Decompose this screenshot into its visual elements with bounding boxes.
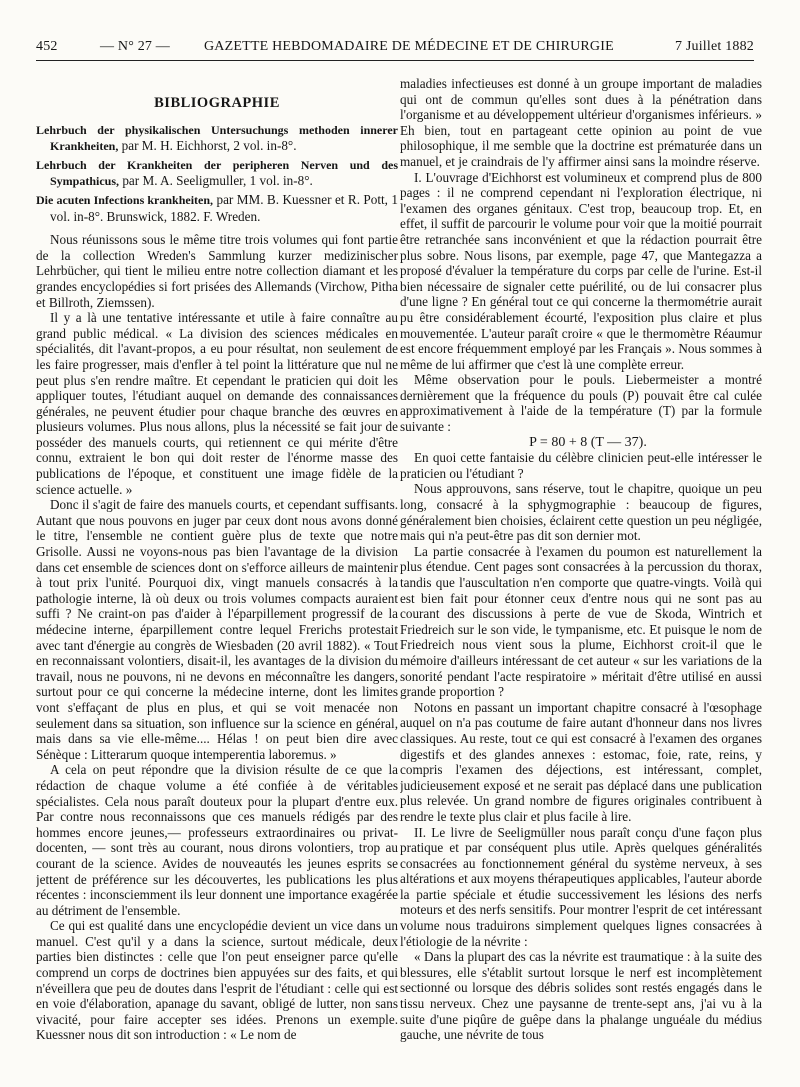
page-number: 452: [36, 39, 58, 54]
left-column: [36, 76, 398, 1080]
book-title: Lehrbuch der Krankheiten der peripheren Nerven und des Sympathicus,: [36, 157, 398, 189]
paragraph: Ce qui est qualité dans une encyclopédie devient un vice dans un manuel. C'est qu'il y a dans la science, surtout médicale, deux parties bien distinctes : celle que l'on peut enseigner parce qu'elle comprend un corps de doctrines bien appuyées sur des faits, et qui n'éveillera que peu de doutes dans l'esprit de l'étudiant : celle qui est en voie d'élaboration, apanage du savant, obligé de lutter, non sans vivacité, pour faire accepter ses idées. Prenons un exemple. Kuessner nous dit son introduction : « Le nom de: [36, 918, 398, 1043]
bibliography-entry: [36, 157, 398, 190]
paragraph: maladies infectieuses est donné à un groupe important de maladies qui ont de commun qu'elles sont dues à la pénétration dans l'organisme et au développement ultérieur d'organismes inférieurs. » Eh bien, tout en partageant cette opinion au point de vue philosophique, il me semble que la doctrine est prématurée dans un manuel, et je craindrais de l'y affirmer ainsi sans la moindre réserve.: [400, 76, 762, 169]
header-rule: [36, 60, 754, 61]
issue-number: — N° 27 —: [100, 39, 171, 54]
book-details: par MM. B. Kuessner et R. Pott, 1 vol. in-8°. Brunswick, 1882. F. Wreden.: [50, 191, 398, 224]
paragraph: Même observation pour le pouls. Liebermeister a montré dernièrement que la fréquence du pouls (P) pouvait être cal culée approximativement à l'aide de la température (T) par la formule suivante :: [400, 372, 762, 435]
paragraph: Donc il s'agit de faire des manuels courts, et cependant suffisants. Autant que nous pouvons en juger par ceux dont nous avons donné le titre, l'ensemble ne contient guère plus de texte que notre Grisolle. Aussi ne voyons-nous pas bien l'avantage de la division dans cet ensemble de sciences dont on s'efforce ailleurs de maintenir à tout prix l'unité. Pourquoi dix, vingt manuels consacrés à la pathologie interne, là où deux ou trois volumes compacts auraient suffi ? Ne craint-on pas d'aider à l'éparpillement progressif de la médecine interne, éparpillement contre lequel Frerichs protestait avec tant d'énergie au congrès de Wiesbaden (20 avril 1882). « Tout en reconnaissant volontiers, disait-il, les avantages de la division du travail, nous ne pouvons, ni ne devons en méconnaître les dangers, surtout pour ce qui concerne la médecine interne, dont les limites vont s'effaçant de plus en plus, et qui se voit menacée non seulement dans sa situation, son influence sur la science en général, mais dans sa vie elle-même.... Hélas ! on peut bien dire avec Sénèque : Litterarum quoque intemperentia laboremus. »: [36, 497, 398, 762]
paragraph: Il y a là une tentative intéressante et utile à faire connaître au grand public médical. « La division des sciences médicales en spécialités, dit l'avant-propos, a eu pour résultat, non seulement de les faire progresser, mais d'enfler à tel point la littérature que nul ne peut plus s'en rendre maître. Et cependant le praticien qui doit les appliquer toutes, l'étudiant auquel on demande des connaissances générales, ne peuvent étudier pour chaque branche des œuvres en plusieurs volumes. Plus nous allons, plus la nécessité se fait jour de posséder des manuels courts, qui retiennent ce qui mérite d'être connu, extraient le bon qui doit rester de l'énorme masse des publications de l'époque, et constituent une image fidèle de la science actuelle. »: [36, 310, 398, 497]
issue-date: 7 Juillet 1882: [674, 39, 754, 54]
book-title: Lehrbuch der physikalischen Untersuchungs methoden innerer Krankheiten,: [36, 122, 398, 154]
journal-title: GAZETTE HEBDOMADAIRE DE MÉDECINE ET DE CHIRURGIE: [204, 39, 614, 54]
paragraph: Notons en passant un important chapitre consacré à l'œsophage auquel on n'a pas coutume de faire autant d'honneur dans nos livres classiques. Au reste, tout ce qui est consacré à l'examen des organes digestifs et des glandes annexes : estomac, foie, rate, reins, y compris l'examen des déjections, est intéressant, complet, judicieusement exposé et ne serait pas déplacé dans une publication plus relevée. Un grand nombre de figures originales contribuent à rendre le texte plus clair et plus facile à lire.: [400, 699, 762, 824]
book-details: par M. H. Eichhorst, 2 vol. in-8°.: [118, 138, 297, 154]
book-title: Die acuten Infections krankheiten,: [36, 192, 214, 207]
paragraph: Nous réunissons sous le même titre trois volumes qui font partie de la collection Wreden's Sammlung kurzer medizinischer Lehrbücher, qui tient le milieu entre notre collection diamant et les grandes encyclopédies si fort prisées des Allemands (Virchow, Pitha et Billroth, Ziemssen).: [36, 232, 398, 310]
paragraph: I. L'ouvrage d'Eichhorst est volumineux et comprend plus de 800 pages : il ne comprend cependant ni l'exploration électrique, ni l'examen des organes génitaux. C'est trop, beaucoup trop. Et, en effet, il suffit de parcourir le volume pour voir que la moitié pourrait être retranchée sans inconvénient et que la rédaction pourrait être plus sobre. Nous lisons, par exemple, page 47, que Mantegazza a proposé d'évaluer la température du corps par celle de l'urine. Est-il bien nécessaire de signaler cette puérilité, ou de lui consacrer plus d'une ligne ? En général tout ce qui concerne la thermométrie aurait pu être considérablement écourté, l'exposition plus claire et plus mouvementée. L'auteur paraît croire « que le thermomètre Réaumur est encore fréquemment employé par les Français ». Nous sommes à même de lui affirmer que c'est là une complète erreur.: [400, 169, 762, 372]
paragraph: A cela on peut répondre que la division résulte de ce que la rédaction de chaque volume a été confiée à de véritables spécialistes. Cela nous paraît douteux pour la plupart d'entre eux. Par contre nous reconnaissons que ces manuels rédigés par des hommes encore jeunes,— professeurs extraordinaires ou privat-docenten, — sont très au courant, nous dirons volontiers, trop au courant de la science. Avides de nouveautés les jeunes esprits se jettent de préférence sur les découvertes, les publications les plus récentes : inconsciemment ils leur donnent une importance exagérée au détriment de l'ensemble.: [36, 762, 398, 918]
right-column: [400, 76, 762, 1080]
bibliography-entry: [36, 192, 398, 224]
paragraph: « Dans la plupart des cas la névrite est traumatique : à la suite des blessures, elle s'établit surtout lorsque le nerf est incomplètement sectionné ou lorsque des débris solides sont restés engagés dans le tissu nerveux. Chez une paysanne de trente-sept ans, j'ai vu à la suite d'une piqûre de guêpe dans la phalange unguéale du médius gauche, une névrite de tous: [400, 949, 762, 1043]
paragraph: Nous approuvons, sans réserve, tout le chapitre, quoique un peu long, consacré à la sphygmographie : beaucoup de figures, généralement bien choisies, éclairent cette question un peu négligée, mais qui n'a peut-être pas dit son dernier mot.: [400, 481, 762, 544]
book-details: par M. A. Seeligmuller, 1 vol. in-8°.: [119, 173, 313, 189]
page-header: [36, 39, 754, 61]
paragraph: II. Le livre de Seeligmüller nous paraît conçu d'une façon plus pratique et par conséquent plus utile. Après quelques généralités consacrées au fonctionnement général du système nerveux, à ses altérations et aux moyens thérapeutiques applicables, l'auteur aborde la partie spéciale et étudie successivement les lésions des nerfs moteurs et des nerfs sensitifs. Pour montrer l'esprit de cet intéressant volume nous traduirons simplement quelques lignes consacrées à l'étiologie de la névrite :: [400, 824, 762, 949]
bibliography-entry: [36, 122, 398, 155]
paragraph: La partie consacrée à l'examen du poumon est naturellement la plus étendue. Cent pages sont consacrées à la percussion du thorax, tandis que l'auscultation n'en comporte que quatre-vingts. Voilà qui est bien fait pour étonner ceux d'entre nous qui ne sont pas au courant des discussions à perte de vue de Skoda, Wintrich et Friedreich sur le son vide, le tympanisme, etc. Et puisque le nom de Friedreich nous vient sous la plume, Eichhorst croit-il que le mémoire d'ailleurs intéressant de cet auteur « sur les variations de la sonorité pendant l'acte respiratoire » méritait d'être utilisé en aussi grande proportion ?: [400, 543, 762, 700]
section-title: BIBLIOGRAPHIE: [154, 95, 280, 111]
paragraph: En quoi cette fantaisie du célèbre clinicien peut-elle intéresser le praticien ou l'étudiant ?: [400, 450, 762, 481]
pulse-formula: P = 80 + 8 (T — 37).: [529, 434, 647, 450]
